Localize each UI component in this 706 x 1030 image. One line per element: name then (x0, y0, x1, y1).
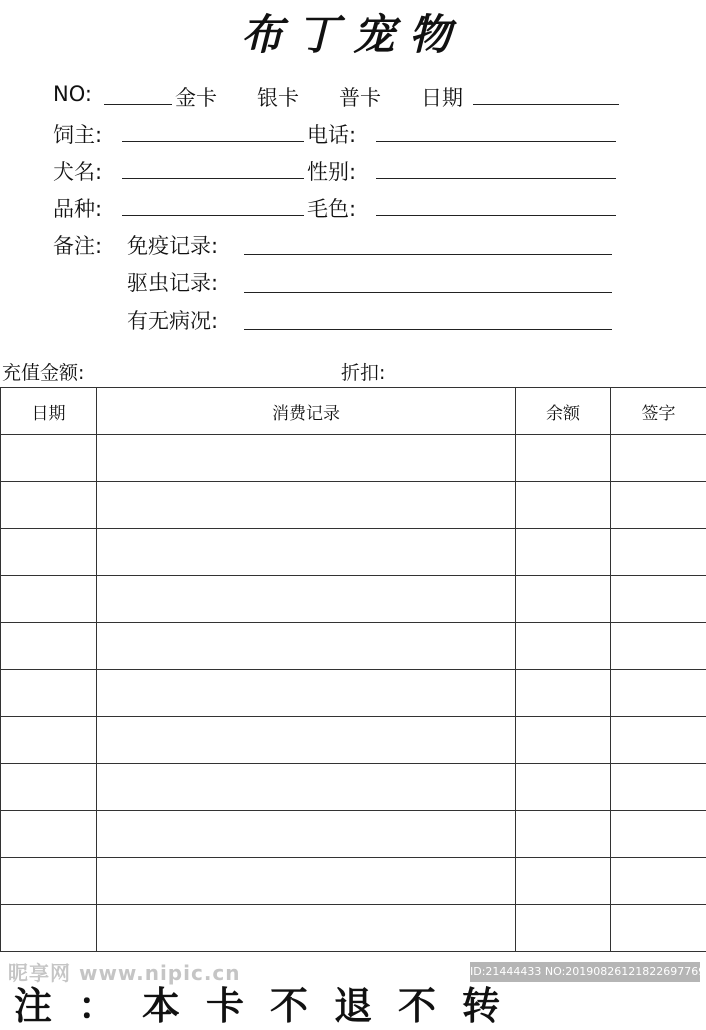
date-cell[interactable] (1, 764, 97, 811)
table-header-row (1, 388, 706, 435)
date-field[interactable] (473, 104, 619, 105)
table-row (1, 905, 706, 952)
date-cell[interactable] (1, 717, 97, 764)
owner-field[interactable] (122, 141, 304, 142)
no-field[interactable] (104, 104, 172, 105)
header-balance: 余额 (516, 388, 611, 435)
balance-cell[interactable] (516, 905, 611, 952)
signature-cell[interactable] (611, 529, 706, 576)
header-consumption-record: 消费记录 (97, 388, 516, 435)
record-cell[interactable] (97, 529, 516, 576)
header-date: 日期 (1, 388, 97, 435)
date-cell[interactable] (1, 858, 97, 905)
signature-cell[interactable] (611, 670, 706, 717)
gender-label: 性别: (307, 156, 356, 186)
date-cell[interactable] (1, 811, 97, 858)
coat-color-field[interactable] (376, 215, 616, 216)
table-row (1, 811, 706, 858)
breed-field[interactable] (122, 215, 304, 216)
regular-card-option: 普卡 (339, 82, 381, 112)
date-cell[interactable] (1, 435, 97, 482)
phone-field[interactable] (376, 141, 616, 142)
balance-cell[interactable] (516, 529, 611, 576)
balance-cell[interactable] (516, 717, 611, 764)
record-cell[interactable] (97, 482, 516, 529)
remarks-label: 备注: (53, 230, 102, 260)
dog-name-field[interactable] (122, 178, 304, 179)
date-cell[interactable] (1, 529, 97, 576)
table-row (1, 858, 706, 905)
signature-cell[interactable] (611, 764, 706, 811)
gender-field[interactable] (376, 178, 616, 179)
record-cell[interactable] (97, 811, 516, 858)
recharge-amount-label: 充值金额: (2, 358, 84, 385)
record-cell[interactable] (97, 858, 516, 905)
date-label: 日期 (421, 82, 463, 112)
watermark-logo: 昵享网 www.nipic.cn (8, 957, 241, 986)
signature-cell[interactable] (611, 811, 706, 858)
table-row (1, 717, 706, 764)
date-cell[interactable] (1, 623, 97, 670)
signature-cell[interactable] (611, 576, 706, 623)
no-label: NO: (53, 82, 92, 106)
header-signature: 签字 (611, 388, 706, 435)
record-cell[interactable] (97, 717, 516, 764)
balance-cell[interactable] (516, 623, 611, 670)
consumption-ledger-table (0, 387, 706, 952)
table-row (1, 482, 706, 529)
signature-cell[interactable] (611, 717, 706, 764)
coat-color-label: 毛色: (307, 193, 356, 223)
illness-field[interactable] (244, 329, 612, 330)
table-row (1, 764, 706, 811)
deworm-record-field[interactable] (244, 292, 612, 293)
signature-cell[interactable] (611, 858, 706, 905)
silver-card-option: 银卡 (257, 82, 299, 112)
table-row (1, 576, 706, 623)
deworm-record-label: 驱虫记录: (127, 267, 218, 297)
signature-cell[interactable] (611, 435, 706, 482)
illness-label: 有无病况: (127, 305, 218, 335)
table-row (1, 623, 706, 670)
balance-cell[interactable] (516, 811, 611, 858)
balance-cell[interactable] (516, 858, 611, 905)
date-cell[interactable] (1, 670, 97, 717)
vaccine-record-field[interactable] (244, 254, 612, 255)
signature-cell[interactable] (611, 482, 706, 529)
signature-cell[interactable] (611, 905, 706, 952)
date-cell[interactable] (1, 482, 97, 529)
discount-label: 折扣: (341, 358, 385, 385)
record-cell[interactable] (97, 670, 516, 717)
watermark-id: ID:21444433 NO:20190826121822697769 (470, 962, 700, 982)
record-cell[interactable] (97, 764, 516, 811)
balance-cell[interactable] (516, 435, 611, 482)
record-cell[interactable] (97, 576, 516, 623)
shop-title: 布丁宠物 (0, 2, 706, 62)
table-row (1, 670, 706, 717)
footnote: 注：本卡不退不转 (14, 975, 526, 1030)
table-row (1, 435, 706, 482)
date-cell[interactable] (1, 576, 97, 623)
breed-label: 品种: (53, 193, 102, 223)
gold-card-option: 金卡 (175, 82, 217, 112)
vaccine-record-label: 免疫记录: (127, 230, 218, 260)
date-cell[interactable] (1, 905, 97, 952)
balance-cell[interactable] (516, 482, 611, 529)
dog-name-label: 犬名: (53, 156, 102, 186)
signature-cell[interactable] (611, 623, 706, 670)
table-row (1, 529, 706, 576)
balance-cell[interactable] (516, 670, 611, 717)
balance-cell[interactable] (516, 576, 611, 623)
balance-cell[interactable] (516, 764, 611, 811)
phone-label: 电话: (307, 119, 356, 149)
record-cell[interactable] (97, 435, 516, 482)
owner-label: 饲主: (53, 119, 102, 149)
record-cell[interactable] (97, 905, 516, 952)
record-cell[interactable] (97, 623, 516, 670)
